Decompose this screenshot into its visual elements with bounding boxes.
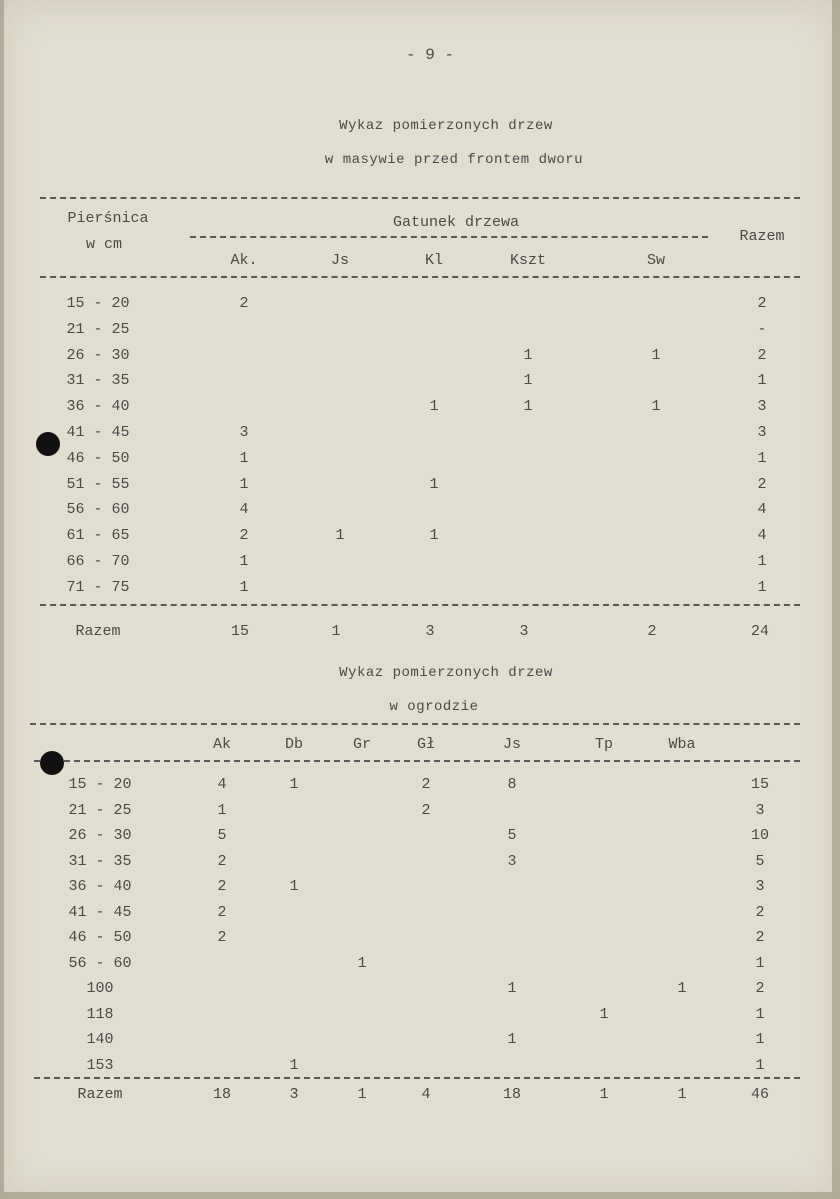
table2-title-line2: w ogrodzie [389,699,479,715]
table2-species-2: Gr [352,736,372,753]
table1-row-range: 71 - 75 [66,578,130,596]
table2-cell: 8 [507,776,517,793]
table1-species-sw: Sw [646,252,666,269]
table2-cell: 2 [217,903,227,921]
table1-row-range: 66 - 70 [66,553,130,570]
document-page [4,0,832,1192]
table1-cell: 1 [651,346,661,364]
table2-cell: 2 [421,801,431,819]
table2-row-total: 15 [750,776,770,793]
table1-total-kl: 3 [425,623,435,640]
table1-top-rule [40,197,800,199]
table1-cell: 1 [429,398,439,416]
table1-row-range: 46 - 50 [66,449,130,467]
table2-total-1: 3 [289,1086,299,1103]
table2-row-total: 1 [755,954,765,972]
table2-row-total: 2 [755,929,765,946]
table2-row-total: 1 [755,1005,765,1023]
table1-totals-label: Razem [75,623,121,640]
table2-species-1: Db [284,736,304,753]
table2-total-6: 1 [677,1086,687,1103]
table2-row-range: 56 - 60 [68,954,132,972]
table2-total-5: 1 [599,1086,609,1103]
table1-cell: 2 [239,295,249,312]
table2-cell: 1 [289,776,299,793]
table2-species-6: Wba [668,736,696,753]
table2-cell: 1 [217,801,227,819]
punch-hole [40,751,64,775]
table2-title-line1: Wykaz pomierzonych drzew [339,665,553,681]
table1-header-wcm: w cm [85,236,123,253]
table2-total-2: 1 [357,1086,367,1103]
table1-species-js: Js [330,252,350,269]
table2-header-rule [34,760,800,762]
table1-bottom-rule [40,604,800,606]
table1-species-rule [190,236,708,238]
table1-row-range: 51 - 55 [66,475,130,493]
punch-hole [36,432,60,456]
table2-row-range: 15 - 20 [68,776,132,793]
table1-row-total: 1 [757,553,767,570]
table1-cell: 2 [239,527,249,545]
table1-row-total: 4 [757,527,767,545]
table2-row-total: 1 [755,1031,765,1048]
table2-row-range: 46 - 50 [68,929,132,946]
table1-species-kl: Kl [424,252,444,269]
table2-cell: 1 [289,878,299,895]
table1-total-sw: 2 [647,623,657,640]
table1-cell: 1 [523,398,533,416]
table1-row-total: 4 [757,501,767,519]
table2-total-4: 18 [502,1086,522,1103]
table2-row-total: 3 [755,801,765,819]
table2-cell: 2 [217,852,227,870]
table2-cell: 1 [599,1005,609,1023]
table1-species-kszt: Kszt [509,252,547,269]
table2-cell: 2 [421,776,431,793]
table1-row-range: 31 - 35 [66,372,130,390]
table2-row-total: 1 [755,1056,765,1074]
table1-cell: 1 [429,475,439,493]
table1-cell: 1 [429,527,439,545]
table1-row-total: - [757,320,767,338]
table2-row-range: 36 - 40 [68,878,132,895]
table2-cell: 2 [217,878,227,895]
table1-row-range: 26 - 30 [66,346,130,364]
table1-row-range: 61 - 65 [66,527,130,545]
table2-grand-total: 46 [750,1086,770,1103]
table1-row-total: 1 [757,578,767,596]
table2-row-range: 118 [86,1005,114,1023]
table2-cell: 1 [507,980,517,997]
table2-row-range: 41 - 45 [68,903,132,921]
table1-row-range: 41 - 45 [66,424,130,441]
table1-cell: 1 [335,527,345,545]
table2-cell: 1 [677,980,687,997]
table2-species-3: Gł [416,736,436,753]
table1-total-kszt: 3 [519,623,529,640]
table2-top-rule [30,723,800,725]
table2-cell: 1 [357,954,367,972]
table2-species-0: Ak [212,736,232,753]
table2-species-4: Js [502,736,522,753]
table1-cell: 1 [239,553,249,570]
table2-row-range: 31 - 35 [68,852,132,870]
table1-title-line1: Wykaz pomierzonych drzew [339,118,553,134]
table2-total-0: 18 [212,1086,232,1103]
table2-cell: 2 [217,929,227,946]
page-number: - 9 - [405,46,455,64]
table1-header-rule [40,276,800,278]
table1-cell: 1 [239,475,249,493]
table1-row-range: 36 - 40 [66,398,130,416]
table2-total-3: 4 [421,1086,431,1103]
table1-cell: 1 [523,346,533,364]
table1-cell: 1 [239,578,249,596]
table1-header-piersnica: Pierśnica [67,210,149,227]
table1-row-range: 56 - 60 [66,501,130,519]
table1-row-total: 3 [757,424,767,441]
table1-header-gatunek: Gatunek drzewa [392,214,520,231]
table2-cell: 1 [507,1031,517,1048]
table2-bottom-rule [34,1077,800,1079]
table1-species-ak: Ak. [230,252,258,269]
table2-cell: 1 [289,1056,299,1074]
table1-row-range: 21 - 25 [66,320,130,338]
table1-row-total: 1 [757,372,767,390]
table2-cell: 3 [507,852,517,870]
table2-totals-label: Razem [77,1086,123,1103]
table1-total-ak: 15 [230,623,250,640]
table2-row-total: 5 [755,852,765,870]
table1-grand-total: 24 [750,623,770,640]
table1-total-js: 1 [331,623,341,640]
table1-cell: 3 [239,424,249,441]
table1-row-total: 2 [757,346,767,364]
table1-cell: 1 [651,398,661,416]
table1-row-total: 2 [757,475,767,493]
table2-row-range: 153 [86,1056,114,1074]
table1-cell: 1 [239,449,249,467]
table2-row-total: 2 [755,980,765,997]
table2-cell: 4 [217,776,227,793]
table1-row-total: 1 [757,449,767,467]
table1-header-razem: Razem [739,228,785,245]
table2-row-range: 140 [86,1031,114,1048]
table2-row-range: 100 [86,980,114,997]
table2-row-total: 2 [755,903,765,921]
table2-cell: 5 [507,827,517,844]
table2-cell: 5 [217,827,227,844]
table1-cell: 4 [239,501,249,519]
table1-row-range: 15 - 20 [66,295,130,312]
table2-species-5: Tp [594,736,614,753]
table1-cell: 1 [523,372,533,390]
table1-row-total: 3 [757,398,767,416]
table2-row-total: 3 [755,878,765,895]
table1-title-line2: w masywie przed frontem dworu [324,152,584,168]
table2-row-total: 10 [750,827,770,844]
table2-row-range: 26 - 30 [68,827,132,844]
table1-row-total: 2 [757,295,767,312]
table2-row-range: 21 - 25 [68,801,132,819]
